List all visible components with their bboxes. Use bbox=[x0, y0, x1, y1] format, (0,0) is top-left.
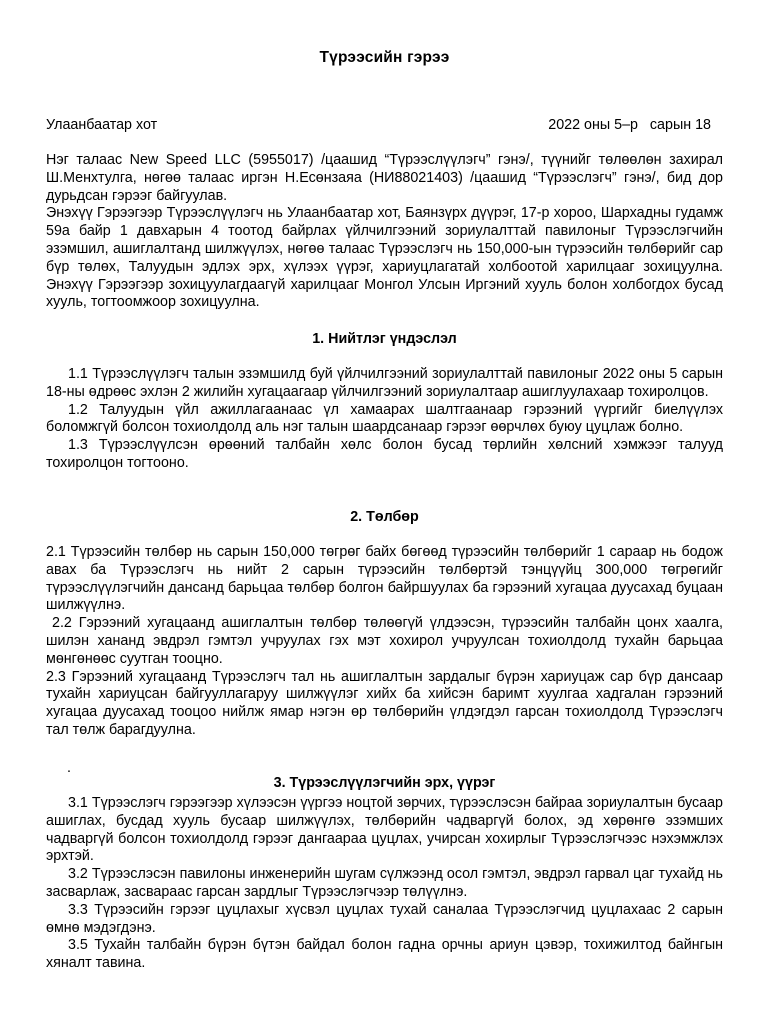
document-title: Түрээсийн гэрээ bbox=[319, 49, 450, 66]
clause-3-5: 3.5 Тухайн талбайн бүрэн бүтэн байдал болон гадна орчны ариун цэвэр, тохижилтод байнгын хяналт тавина. bbox=[46, 937, 723, 972]
preamble-paragraph-1: Нэг талаас New Speed LLC (5955017) /цаашид “Түрээслүүлэгч” гэнэ/, түүнийг төлөөлөн захирал Ш.Менхтулга, нөгөө талаас иргэн Н.Есөнзаяа (НИ88021403) /цаашид “Түрээслэгч” гэнэ/, бид дор дурьдсан гэрээг байгуулав. bbox=[46, 152, 723, 204]
clause-1-1: 1.1 Түрээслүүлэгч талын эзэмшилд буй үйлчилгээний зориулалттай павилоныг 2022 оны 5 сарын 18-ны өдрөөс эхлэн 2 жилийн хугацаагаар үйлчилгээний зориулалтаар ашиглуулахаар тохиролцов. bbox=[46, 366, 723, 400]
clause-2-2: 2.2 Гэрээний хугацаанд ашиглалтын төлбөр төлөөгүй үлдээсэн, түрээсийн талбайн цонх хаалга, шилэн хананд эвдрэл гэмтэл учруулах гэх мэт хохирол учруулсан тохиолдолд тухайн барьцаа мөнгөнөөс суутган тооцно. bbox=[46, 615, 723, 667]
section-1-body bbox=[46, 366, 723, 473]
clause-3-3: 3.3 Түрээсийн гэрээг цуцлахыг хүсвэл цуцлах тухай саналаа Түрээслэгчид цуцлахаас 2 сарын өмнө мэдэгдэнэ. bbox=[46, 901, 723, 936]
contract-date: 2022 оны 5–р сарын 18 bbox=[548, 117, 711, 133]
contract-city: Улаанбаатар хот bbox=[46, 117, 158, 133]
section-3-heading: 3. Түрээслүүлэгчийн эрх, үүрэг bbox=[273, 775, 496, 791]
clause-1-3: 1.3 Түрээслүүлсэн өрөөний талбайн хөлс болон бусад төрлийн хөлсний хэмжээг талууд тохиролцон тогтооно. bbox=[46, 437, 723, 471]
clause-3-2: 3.2 Түрээслэсэн павилоны инженерийн шугам сүлжээнд осол гэмтэл, эвдрэл гарвал цаг тухайд нь засварлаж, засвараас гарсан зардлыг Түрээслэгчээр төлүүлнэ. bbox=[46, 866, 723, 900]
section-1-heading: 1. Нийтлэг үндэслэл bbox=[312, 331, 457, 347]
section-2-heading: 2. Төлбөр bbox=[350, 509, 419, 525]
stray-dot: . bbox=[67, 760, 71, 776]
section-3-body bbox=[46, 795, 723, 973]
preamble-paragraph-2: Энэхүү Гэрээгээр Түрээслүүлэгч нь Улаанбаатар хот, Баянзүрх дүүрэг, 17-р хороо, Шархадны гудамж 59а байр 1 давхарын 4 тоотод байрлах үйлчилгээний зориулалттай павилоныг Түрээслэгчийн эзэмшил, ашиглалтанд шилжүүлэх, нөгөө талаас Түрээслэгч нь 150,000-ын түрээсийн төлбөрийг сар бүр төлөх, Талуудын эдлэх эрх, хүлээх үүрэг, хариуцлагатай холбоотой харилцааг зохицуулна. Энэхүү Гэрээгээр зохицуулагдаагүй харилцааг Монгол Улсын Иргэний хууль болон холбогдох бусад хууль, тогтоомжоор зохицуулна. bbox=[46, 205, 723, 311]
clause-1-2: 1.2 Талуудын үйл ажиллагаанаас үл хамаарах шалтгаанаар гэрээний үүргийг биелүүлэх боломжгүй болсон тохиолдолд аль нэг талын шаардсанаар гэрээг өөрчлөх буюу цуцлаж болно. bbox=[46, 401, 723, 436]
clause-3-1: 3.1 Түрээслэгч гэрээгээр хүлээсэн үүргээ ноцтой зөрчих, түрээслэсэн байраа зориулалтын бусаар ашиглах, бусдад хууль бусаар шилжүүлэх, төлбөрийн чадваргүй болох, эд хөрөнгө эзэмших чадваргүй болсон тохиолдолд гэрээг дангаараа цуцлах, учирсан хохирлыг Түрээслэгчээс нэхэмжлэх эрхтэй. bbox=[46, 795, 723, 865]
preamble bbox=[46, 152, 723, 312]
clause-2-1: 2.1 Түрээсийн төлбөр нь сарын 150,000 төгрөг байх бөгөөд түрээсийн төлбөрийг 1 сараар нь бодож авах ба Түрээслэгч нь нийт 2 сарын түрээсийн төлбөртэй тэнцүүйц 300,000 төгрөгийг түрээслүүлэгчийн дансанд барьцаа төлбөр болгон байршуулах ба гэрээний хугацаа дуусахад буцаан шилжүүлнэ. bbox=[46, 544, 723, 614]
section-2-body bbox=[46, 544, 723, 740]
clause-2-3: 2.3 Гэрээний хугацаанд Түрээслэгч тал нь ашиглалтын зардалыг бүрэн хариуцаж сар бүр дансаар тухайн хариуцсан байгууллагаруу шилжүүлэг хийх ба хийсэн баримт хуулгаа хадгалан гэрээний хугацаа дуусахад тооцоо нийлж ямар нэгэн өр төлбөрийн үлдэгдэл гарсан тохиолдолд Түрээслэгч тал төлж барагдуулна. bbox=[46, 668, 723, 738]
